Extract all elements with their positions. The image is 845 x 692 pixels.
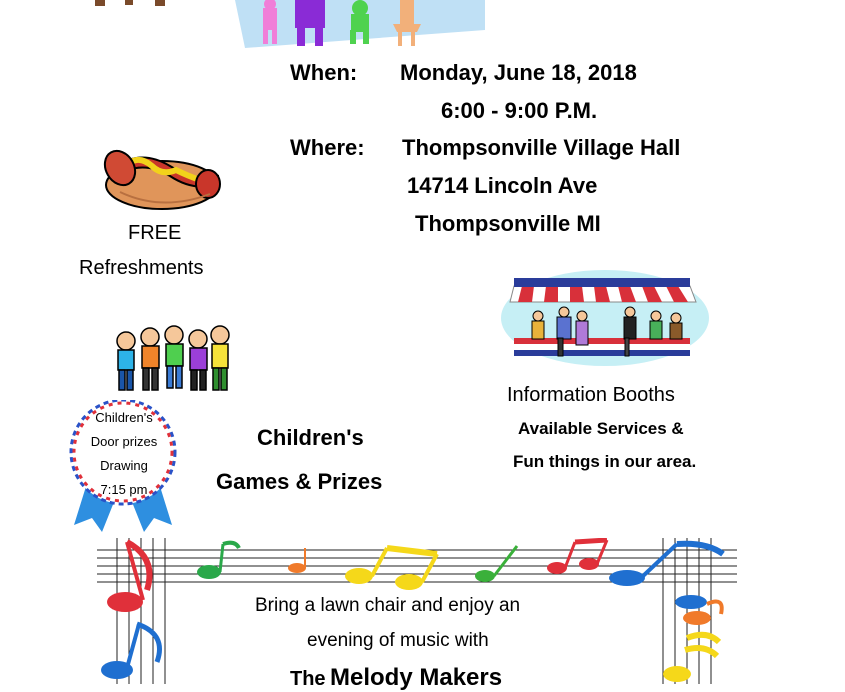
when-label: When: — [290, 60, 358, 85]
booths-title: Information Booths — [507, 384, 675, 406]
event-date: Monday, June 18, 2018 — [400, 60, 637, 85]
dancing-figures-banner — [235, 0, 485, 50]
music-line-1: Bring a lawn chair and enjoy an — [255, 595, 521, 616]
band-name — [290, 664, 502, 692]
band-title: Melody Makers — [330, 664, 503, 691]
information-booth-clipart — [500, 268, 710, 368]
booths-line-1: Available Services & — [518, 419, 684, 438]
ribbon-line-4: 7:15 pm — [100, 482, 148, 497]
games-line-2: Games & Prizes — [216, 469, 383, 494]
kids-group-clipart — [110, 325, 235, 397]
games-line-1: Children's — [257, 425, 364, 450]
event-street: 14714 Lincoln Ave — [407, 173, 598, 198]
event-time: 6:00 - 9:00 P.M. — [441, 98, 598, 123]
ribbon-line-3: Drawing — [100, 458, 148, 473]
ribbon-line-2: Door prizes — [90, 434, 158, 449]
ribbon-line-1: Children's — [95, 410, 153, 425]
music-line-2: evening of music with — [307, 630, 489, 651]
booths-line-2: Fun things in our area. — [513, 452, 697, 471]
ribbon-text — [72, 406, 176, 502]
free-label: FREE — [128, 222, 182, 244]
hot-dog-clipart — [100, 130, 225, 212]
event-city: Thompsonville MI — [415, 211, 601, 236]
top-left-clipart — [95, 0, 175, 8]
band-prefix: The — [290, 668, 326, 690]
where-label: Where: — [290, 135, 365, 160]
event-venue: Thompsonville Village Hall — [402, 135, 681, 160]
refreshments-label: Refreshments — [79, 257, 204, 279]
